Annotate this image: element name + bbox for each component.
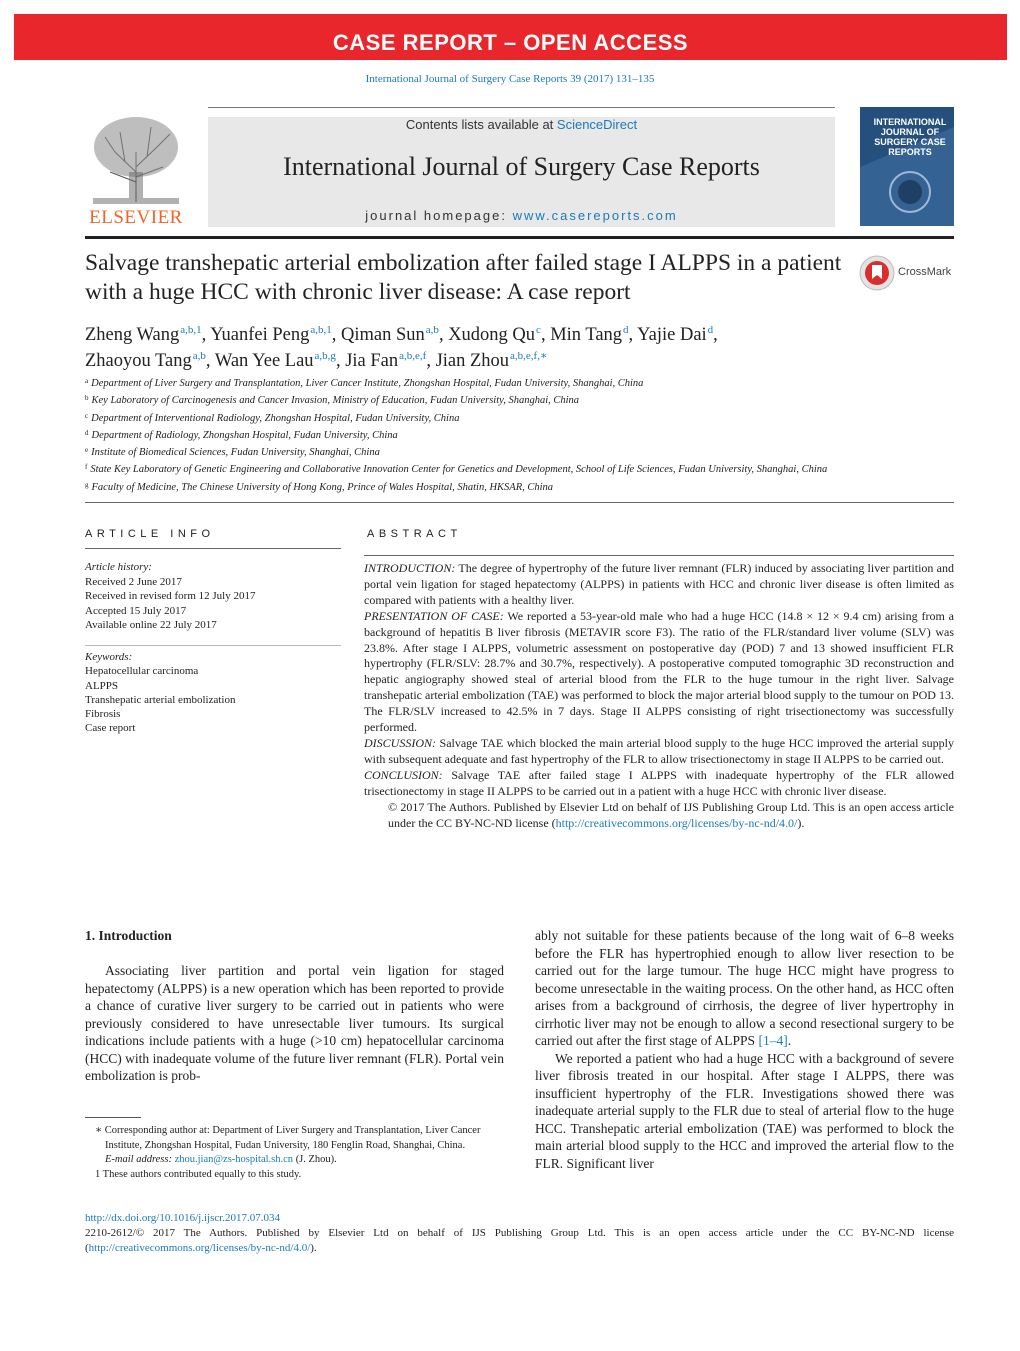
keyword-item: Transhepatic arterial embolization: [85, 693, 236, 706]
affiliation-item: [85, 409, 845, 426]
affiliation-mark: g: [85, 480, 89, 489]
open-access-banner: CASE REPORT – OPEN ACCESS: [14, 14, 1007, 60]
crossmark-label: CrossMark: [898, 266, 952, 278]
abstract-section-label: CONCLUSION:: [364, 767, 443, 782]
contents-prefix: Contents lists available at: [405, 117, 557, 132]
history-item: Received 2 June 2017: [85, 575, 182, 588]
author-separator: ,: [713, 325, 718, 345]
body-right-column: [535, 927, 954, 1172]
issn-text: 2210-2612/© 2017 The Authors. Published by Elsevier Ltd on behalf of IJS Publishing Group Ltd. This is an open access article under the CC BY-NC-ND license (: [85, 1227, 954, 1254]
journal-cover-image: [860, 107, 954, 226]
email-link[interactable]: zhou.jian@zs-hospital.sh.cn: [174, 1154, 294, 1165]
author-name: Jia Fan: [345, 351, 399, 371]
author-affiliation-marks[interactable]: a,b,1: [310, 324, 332, 336]
author-separator: ,: [438, 325, 449, 345]
author-affiliation-marks[interactable]: d: [707, 324, 714, 336]
author-separator: ,: [628, 325, 638, 345]
author-separator: ,: [205, 351, 215, 371]
affiliation-item: [85, 391, 845, 408]
author-separator: ,: [331, 325, 342, 345]
abstract-section-label: DISCUSSION:: [364, 735, 436, 750]
author-name: Jian Zhou: [435, 351, 510, 371]
abstract-section-label: INTRODUCTION:: [364, 561, 456, 575]
author-list: [85, 320, 955, 372]
affiliation-mark: d: [85, 428, 89, 437]
abstract-rule: [364, 555, 954, 556]
keyword-item: Fibrosis: [85, 708, 121, 721]
affiliation-text: Department of Radiology, Zhongshan Hospital, Fudan University, China: [91, 429, 398, 441]
abstract-section-text: The degree of hypertrophy of the future liver remnant (FLR) induced by associating liver partition and portal vein ligation for staged hepatectomy (ALPPS) in patients with HCC and chronic liver disease is often limited as compared with patients with a healthy liver.: [364, 561, 954, 607]
author-name: Wan Yee Lau: [214, 351, 314, 371]
affiliation-item: [85, 478, 845, 495]
copyright-end: ).: [797, 815, 805, 830]
affiliation-item: [85, 426, 845, 443]
abstract-section: [364, 736, 954, 768]
author-name: Yajie Dai: [637, 325, 707, 345]
affiliation-mark: c: [85, 411, 89, 420]
author-name: Yuanfei Peng: [210, 325, 310, 345]
footnotes: [85, 1124, 504, 1182]
doi-link[interactable]: http://dx.doi.org/10.1016/j.ijscr.2017.07.034: [85, 1212, 281, 1224]
intro-paragraph-1-cont-text: ably not suitable for these patients because of the long wait of 6–8 weeks before the FLR has hypertrophied enough to allow liver resection to be carried out for the large tumour. The huge HCC might have progress to become unresectable in the waiting process. On the other hand, as HCC often arises from a background of cirrhosis, the degree of liver hypertrophy in cirrhotic liver may not be enough to allow a second resectional surgery to be carried out after the first stage of ALPPS: [535, 928, 954, 1048]
footnote-rule: [85, 1117, 141, 1118]
abstract-section-text: We reported a 53-year-old male who had a huge HCC (14.8 × 12 × 9.4 cm) arising from a background of hepatitis B liver fibrosis (METAVIR score F3). The ratio of the FLR/standard liver volume (SLV) was 23.8%. After stage I ALPPS, volumetric assessment on postoperative day (POD) 7 and 13 showed insufficient FLR hypertrophy (FLR/SLV: 28.7% and 30.7%, respectively). A postoperative computed tomographic 3D reconstruction and hepatic angiography showed steal of arterial blood from the FLR to the huge tumour in the right liver. Salvage transhepatic arterial embolization (TAE) was performed to block the major arterial blood supply to the tumour on POD 13. The FLR/SLV increased to 42.5% in 7 days. Stage II ALPPS consisting of right trisectionectomy was successfully performed.: [364, 608, 954, 735]
header-bottom-rule: [85, 236, 954, 239]
author-name: Zheng Wang: [85, 325, 180, 345]
journal-citation[interactable]: International Journal of Surgery Case Reports 39 (2017) 131–135: [365, 73, 655, 85]
author-separator: ,: [540, 325, 551, 345]
keywords-label: Keywords:: [85, 651, 133, 663]
article-info-rule: [85, 548, 341, 549]
author-affiliation-marks[interactable]: a,b,g: [314, 350, 336, 362]
email-label: E-mail address:: [105, 1154, 175, 1165]
header-top-rule: [208, 107, 835, 108]
abstract-section-text: Salvage TAE which blocked the main arterial blood supply to the huge HCC improved the arterial supply with subsequent adequate and fast hypertrophy of the FLR to allow trisectionectomy in stage II ALPPS to be carried out.: [364, 735, 954, 766]
affiliation-text: Institute of Biomedical Sciences, Fudan University, Shanghai, China: [91, 447, 380, 459]
issn-license-line: [85, 1226, 954, 1256]
keyword-item: Hepatocellular carcinoma: [85, 665, 199, 678]
affiliation-mark: b: [85, 394, 89, 403]
author-affiliation-marks[interactable]: a,b,e,f: [399, 350, 427, 362]
corresponding-author-note: ∗ Corresponding author at: Department of Liver Surgery and Transplantation, Liver Cancer Institute, Zhongshan Hospital, Fudan University, 180 Fenglin Road, Shanghai, China.: [95, 1125, 481, 1151]
history-item: Received in revised form 12 July 2017: [85, 590, 256, 602]
affiliation-list: [85, 374, 845, 495]
history-item: Accepted 15 July 2017: [85, 604, 187, 617]
email-note: [85, 1153, 504, 1168]
keyword-item: ALPPS: [85, 679, 119, 692]
author-name: Min Tang: [550, 325, 623, 345]
keywords: [85, 650, 341, 736]
contents-line: [208, 117, 835, 132]
intro-paragraph-1-cont: [535, 927, 954, 1050]
affiliation-mark: a: [85, 377, 89, 385]
email-end: (J. Zhou).: [293, 1154, 337, 1165]
abstract-section: [364, 768, 954, 800]
affiliation-text: Department of Interventional Radiology, Zhongshan Hospital, Fudan University, China: [91, 412, 460, 424]
section-divider: [85, 502, 954, 503]
affiliation-text: Department of Liver Surgery and Transplantation, Liver Cancer Institute, Zhongshan Hospital, Fudan University, Shanghai, China: [91, 378, 644, 389]
elsevier-wordmark: ELSEVIER: [89, 207, 183, 228]
affiliation-item: [85, 460, 845, 477]
affiliation-item: [85, 443, 845, 460]
sciencedirect-link[interactable]: ScienceDirect: [556, 117, 638, 132]
affiliation-text: State Key Laboratory of Genetic Engineering and Collaborative Innovation Center for Genetics and Development, School of Life Sciences, Fudan University, Shanghai, China: [90, 464, 828, 476]
author-affiliation-marks[interactable]: a,b,e,f,∗: [510, 350, 548, 362]
abstract-section: [364, 609, 954, 736]
affiliation-mark: e: [85, 446, 89, 455]
introduction-heading: 1. Introduction: [85, 928, 172, 943]
author-separator: ,: [335, 351, 346, 371]
journal-homepage: [208, 208, 835, 223]
abstract-section: [364, 561, 954, 609]
author-affiliation-marks[interactable]: a,b: [425, 324, 439, 336]
reference-link[interactable]: [1–4]: [758, 1033, 788, 1048]
author-affiliation-marks[interactable]: d: [623, 324, 629, 336]
intro-paragraph-1-cont-end: .: [787, 1033, 792, 1048]
abstract-copyright: [388, 800, 954, 832]
author-name: Zhaoyou Tang: [85, 351, 192, 371]
history-item: Available online 22 July 2017: [85, 619, 217, 631]
affiliation-text: Key Laboratory of Carcinogenesis and Cancer Invasion, Ministry of Education, Fudan University, Shanghai, China: [91, 395, 580, 407]
author-affiliation-marks[interactable]: c: [536, 324, 541, 336]
article-history: [85, 560, 341, 633]
homepage-link[interactable]: www.casereports.com: [512, 208, 678, 223]
author-name: Xudong Qu: [448, 325, 536, 345]
homepage-prefix: journal homepage:: [365, 208, 513, 223]
article-info-heading: ARTICLE INFO: [85, 528, 215, 540]
equal-contribution-note: 1 These authors contributed equally to this study.: [95, 1168, 302, 1180]
history-label: Article history:: [85, 561, 152, 573]
copyright-text: © 2017 The Authors. Published by Elsevier Ltd on behalf of IJS Publishing Group Ltd. This is an open access article under the CC BY-NC-ND license (: [388, 799, 954, 830]
intro-paragraph-2: We reported a patient who had a huge HCC with a background of severe liver fibrosis treated in our hospital. After stage I ALPPS, there was insufficient hypertrophy of the FLR. Investigations showed there was inadequate arterial supply to the FLR due to steal of arterial flow to the huge HCC. Transhepatic arterial embolization (TAE) was performed to block the main arterial blood supply to the HCC and improved the arterial flow to the FLR. Significant liver: [535, 1050, 954, 1171]
affiliation-item: [85, 374, 845, 391]
author-affiliation-marks[interactable]: a,b: [192, 350, 206, 362]
author-separator: ,: [426, 351, 436, 371]
journal-name: International Journal of Surgery Case Reports: [283, 152, 760, 181]
abstract-section-label: PRESENTATION OF CASE:: [364, 608, 504, 623]
author-separator: ,: [201, 325, 211, 345]
license-link[interactable]: http://creativecommons.org/licenses/by-nc-nd/4.0/: [88, 1242, 311, 1254]
copyright-license-link[interactable]: http://creativecommons.org/licenses/by-nc-nd/4.0/: [555, 815, 798, 830]
keywords-rule: [85, 645, 341, 646]
article-title: Salvage transhepatic arterial embolization after failed stage I ALPPS in a patient with a huge HCC with chronic liver disease: A case report: [85, 250, 842, 305]
abstract-section-text: Salvage TAE after failed stage I ALPPS with inadequate hypertrophy of the FLR allowed trisectionectomy in stage II ALPPS to be carried out in a patient with a huge HCC with chronic liver disease.: [364, 767, 954, 798]
cover-title: INTERNATIONAL JOURNAL OF SURGERY CASE REPORTS: [873, 117, 947, 157]
intro-paragraph-1: Associating liver partition and portal vein ligation for staged hepatectomy (ALPPS) is a new operation which has been reported to provide a chance of curative liver surgery to be carried out in patients who were previously considered to have unresectable liver tumours. Its surgical indications include patients with a huge (>10 cm) hepatocellular carcinoma (HCC) with inadequate volume of the future liver remnant (FLR). Portal vein embolization is prob-: [85, 963, 504, 1083]
author-name: Qiman Sun: [341, 325, 425, 345]
author-affiliation-marks[interactable]: a,b,1: [180, 324, 202, 336]
abstract-body: [364, 561, 954, 831]
body-left-column: [85, 962, 504, 1085]
affiliation-mark: f: [85, 463, 88, 472]
issn-end: ).: [310, 1242, 317, 1254]
keyword-item: Case report: [85, 722, 136, 735]
affiliation-text: Faculty of Medicine, The Chinese University of Hong Kong, Prince of Wales Hospital, Shatin, HKSAR, China: [91, 481, 554, 493]
abstract-heading: ABSTRACT: [367, 528, 462, 540]
